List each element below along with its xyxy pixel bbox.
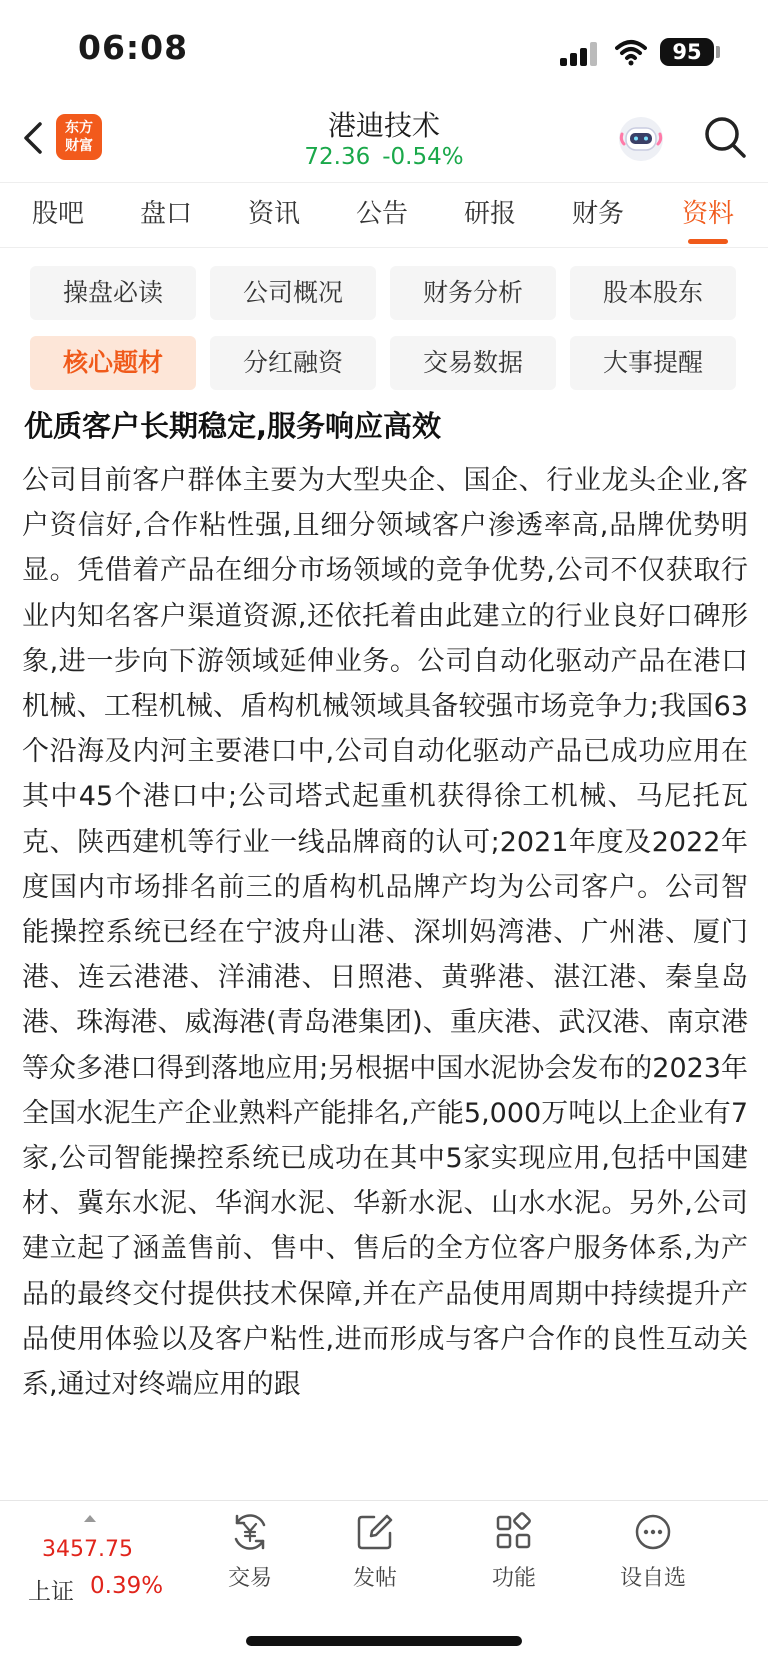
status-time: 06:08 [78, 28, 189, 67]
tab-profile[interactable]: 资料 [681, 199, 734, 229]
battery-icon: 95 [660, 38, 714, 66]
tab-pankou[interactable]: 盘口 [139, 199, 192, 229]
profile-subcategories [0, 266, 768, 396]
watchlist-button[interactable] [598, 1511, 708, 1607]
search-icon[interactable] [702, 114, 748, 160]
tab-guba[interactable]: 股吧 [31, 199, 84, 229]
post-button[interactable] [320, 1511, 430, 1607]
yen-exchange-icon [229, 1511, 271, 1553]
article-title: 优质客户长期稳定,服务响应高效 [24, 409, 442, 443]
app-logo[interactable]: 东方 财富 [56, 114, 102, 160]
index-value: 3457.75 [42, 1537, 133, 1562]
stock-change: -0.54% [382, 144, 464, 170]
article-body: 公司目前客户群体主要为大型央企、国企、行业龙头企业,客户资信好,合作粘性强,且细分领域客户渗透率高,品牌优势明显。凭借着产品在细分市场领域的竞争优势,公司不仅获取行业内知名客户渠道资源,还依托着由此建立的行业良好口碑形象,进一步向下游领域延伸业务。公司自动化驱动产品在港口机械、工程机械、盾构机械领域具备较强市场竞争力;我国63个沿海及内河主要港口中,公司自动化驱动产品已成功应用在其中45个港口中;公司塔式起重机获得徐工机械、马尼托瓦克、陕西建机等行业一线品牌商的认可;2021年度及2022年度国内市场排名前三的盾构机品牌产均为公司客户。公司智能操控系统已经在宁波舟山港、深圳妈湾港、广州港、厦门港、连云港港、洋浦港、日照港、黄骅港、湛江港、秦皇岛港、珠海港、威海港(青岛港集团)、重庆港、武汉港、南京港等众多港口得到落地应用;另根据中国水泥协会发布的2023年全国水泥生产企业熟料产能排名,产能5,000万吨以上企业有7家,公司智能操控系统已成功在其中5家实现应用,包括中国建材、冀东水泥、华润水泥、华新水泥、山水水泥。另外,公司建立起了涵盖售前、售中、售后的全方位客户服务体系,为产品的最终交付提供技术保障,并在产品使用周期中持续提升产品使用体验以及客户粘性,进而形成与客户合作的良性互动关系,通过对终端应用的跟 [22, 465, 748, 1401]
subcat-shareholders[interactable]: 股本股东 [570, 266, 736, 320]
functions-label: 功能 [491, 1566, 536, 1591]
stock-header [0, 100, 768, 180]
subcat-dividends-financing[interactable]: 分红融资 [210, 336, 376, 390]
trade-label: 交易 [227, 1566, 272, 1591]
subcat-events[interactable]: 大事提醒 [570, 336, 736, 390]
trade-button[interactable] [195, 1511, 305, 1607]
subcat-core-themes[interactable]: 核心题材 [30, 336, 196, 390]
wifi-icon [615, 38, 647, 66]
active-tab-indicator [688, 239, 728, 244]
index-name: 上证 [28, 1579, 74, 1605]
battery-tip [716, 46, 720, 58]
market-index[interactable] [20, 1515, 180, 1605]
subcat-financial-analysis[interactable]: 财务分析 [390, 266, 556, 320]
subcat-trading-must-read[interactable]: 操盘必读 [30, 266, 196, 320]
post-label: 发帖 [352, 1566, 397, 1591]
more-icon [632, 1511, 674, 1553]
expand-arrow-icon [84, 1515, 96, 1522]
home-indicator [246, 1636, 522, 1646]
tab-finance[interactable]: 财务 [571, 199, 624, 229]
tab-announcements[interactable]: 公告 [355, 199, 408, 229]
cellular-signal-icon [560, 42, 602, 66]
robot-assistant-icon[interactable] [616, 114, 666, 164]
grid-icon [493, 1511, 535, 1553]
index-change: 0.39% [90, 1573, 164, 1599]
watchlist-label: 设自选 [619, 1566, 686, 1591]
edit-icon [354, 1511, 396, 1553]
subcat-company-overview[interactable]: 公司概况 [210, 266, 376, 320]
status-bar [0, 0, 768, 100]
tab-research[interactable]: 研报 [463, 199, 516, 229]
functions-button[interactable] [459, 1511, 569, 1607]
tab-news[interactable]: 资讯 [247, 199, 300, 229]
stock-name: 港迪技术 [327, 109, 440, 142]
section-tabs [0, 182, 768, 248]
stock-price: 72.36 [304, 144, 371, 170]
subcat-trading-data[interactable]: 交易数据 [390, 336, 556, 390]
